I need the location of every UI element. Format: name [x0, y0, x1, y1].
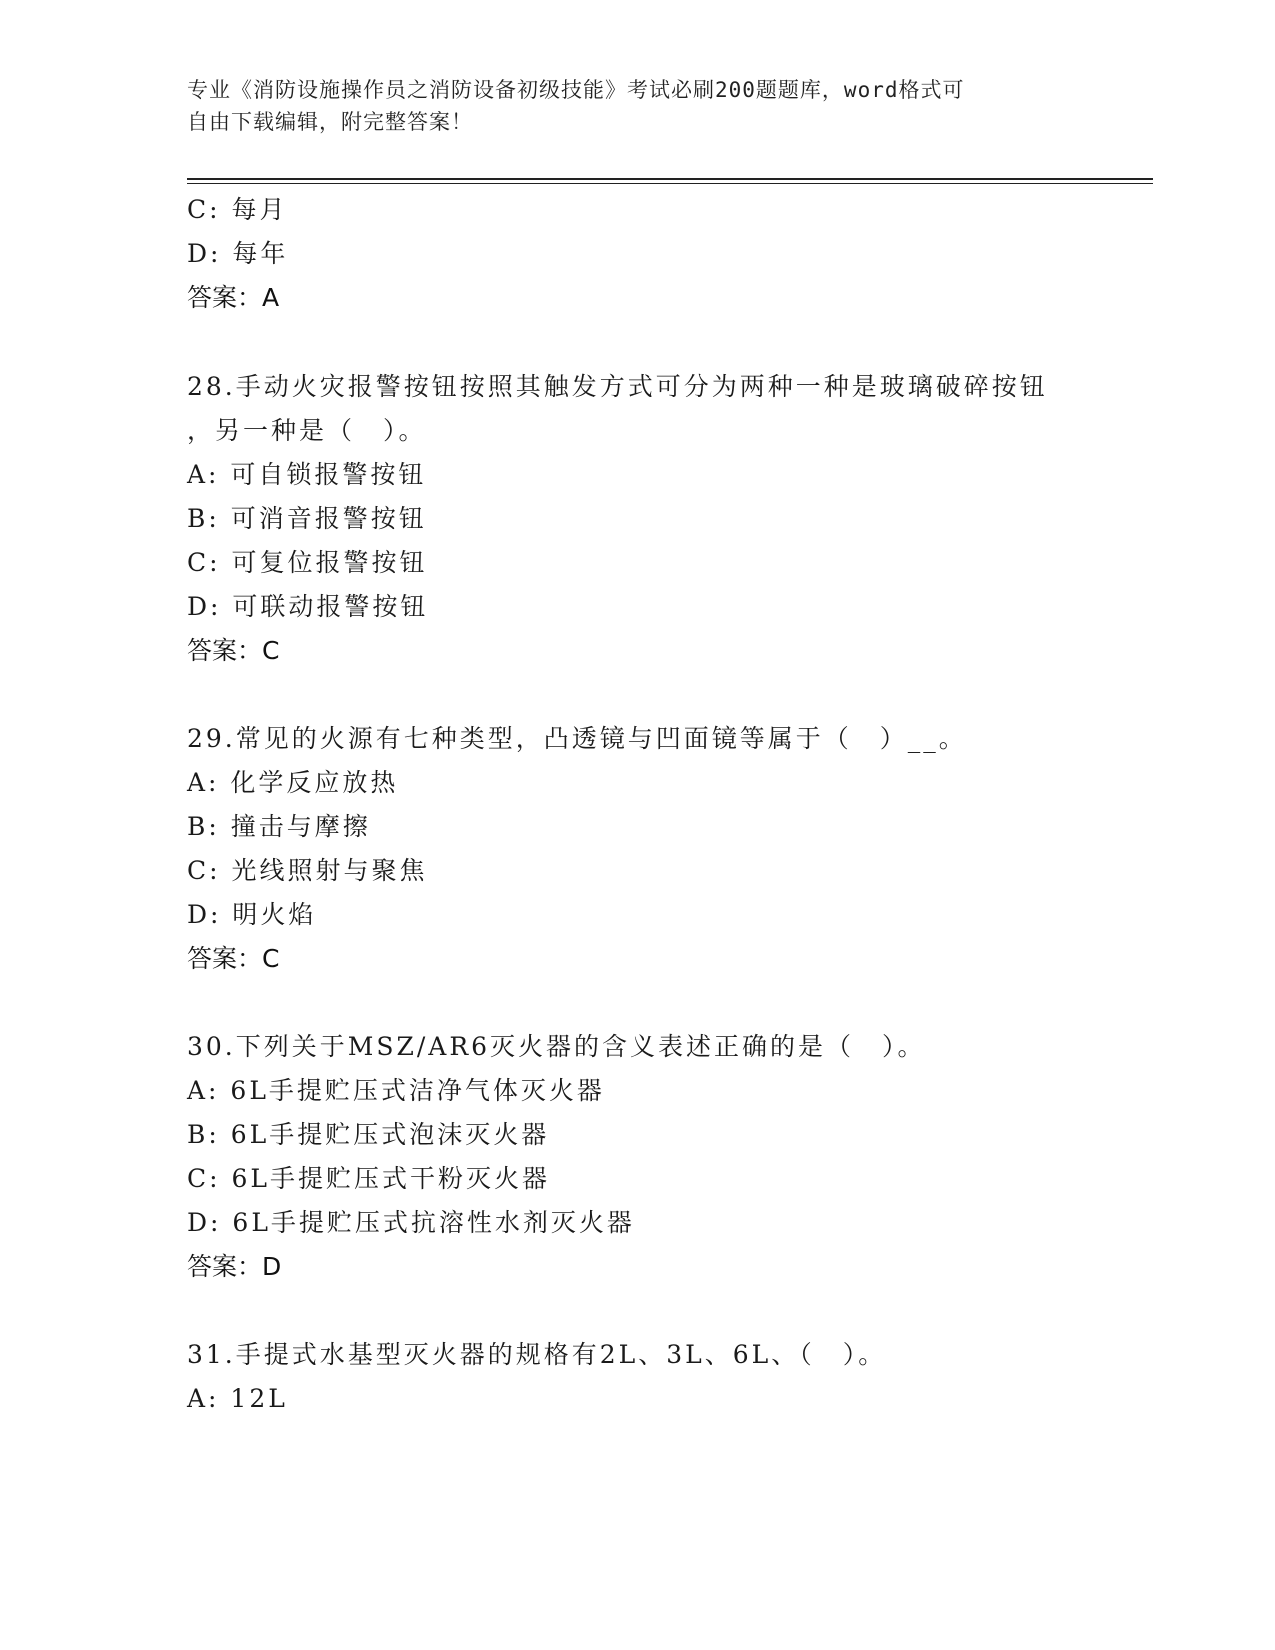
q28-option-b: B: 可消音报警按钮 — [187, 504, 427, 533]
q30-stem: 30.下列关于MSZ/AR6灭火器的含义表述正确的是（ ）。 — [187, 1032, 926, 1061]
header-line-2: 自由下载编辑，附完整答案！ — [187, 110, 473, 134]
q28-option-c: C: 可复位报警按钮 — [187, 548, 428, 577]
q29-stem: 29.常见的火源有七种类型，凸透镜与凹面镜等属于（ ）__。 — [187, 724, 967, 753]
prev-option-d: D: 每年 — [187, 239, 289, 268]
q30-option-c: C: 6L手提贮压式干粉灭火器 — [187, 1164, 551, 1193]
q28-option-d: D: 可联动报警按钮 — [187, 592, 429, 621]
q30-option-b: B: 6L手提贮压式泡沫灭火器 — [187, 1120, 550, 1149]
q29-answer: 答案：C — [187, 944, 280, 973]
q28-option-a: A: 可自锁报警按钮 — [187, 460, 427, 489]
q30-answer: 答案：D — [187, 1252, 282, 1281]
q30-option-d: D: 6L手提贮压式抗溶性水剂灭火器 — [187, 1208, 635, 1237]
q29-option-a: A: 化学反应放热 — [187, 768, 399, 797]
q31-stem: 31.手提式水基型灭火器的规格有2L、3L、6L、（ ）。 — [187, 1340, 887, 1369]
q31-option-a: A: 12L — [187, 1384, 288, 1413]
prev-option-c: C: 每月 — [187, 195, 288, 224]
header-divider-thin — [187, 183, 1153, 184]
q29-option-d: D: 明火焰 — [187, 900, 317, 929]
q28-stem-line-1: 28.手动火灾报警按钮按照其触发方式可分为两种一种是玻璃破碎按钮 — [187, 372, 1048, 401]
header-line-1: 专业《消防设施操作员之消防设备初级技能》考试必刷200题题库，word格式可 — [187, 78, 965, 102]
q29-option-c: C: 光线照射与聚焦 — [187, 856, 428, 885]
q29-option-b: B: 撞击与摩擦 — [187, 812, 371, 841]
document-header — [187, 74, 1087, 138]
q28-answer: 答案：C — [187, 636, 280, 665]
q30-option-a: A: 6L手提贮压式洁净气体灭火器 — [187, 1076, 605, 1105]
header-divider-thick — [187, 178, 1153, 180]
prev-answer: 答案：A — [187, 283, 280, 312]
q28-stem-line-2: ，另一种是（ ）。 — [187, 416, 427, 445]
